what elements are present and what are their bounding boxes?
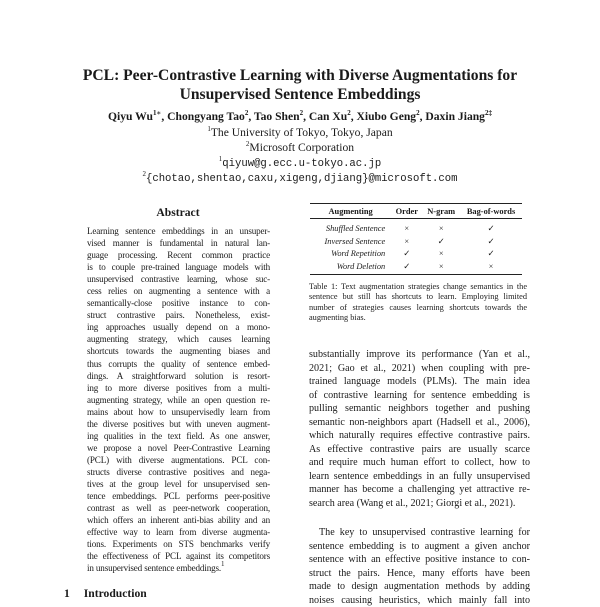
footnote-mark: 1 xyxy=(221,560,225,569)
body-line: made to design augmentation methods by adding xyxy=(309,581,530,593)
abstract-line: effective way to learn from diverse augmenta- xyxy=(87,527,270,538)
abstract-line: contrast as well as peer-network cooperation, xyxy=(87,503,270,514)
table-cell: × xyxy=(438,249,444,259)
table-cell: ✓ xyxy=(487,249,495,259)
body-line: sentence with an effective positive instance to con- xyxy=(309,554,530,566)
table-cell-strategy: Word Repetition xyxy=(331,249,386,259)
abstract-line: Learning sentence embeddings in an unsuper- xyxy=(87,226,270,236)
table-header-cell: Bag-of-words xyxy=(460,204,522,219)
section-number: 1 xyxy=(64,587,70,600)
table-cell-strategy: Word Deletion xyxy=(310,261,391,274)
author: Chongyang Tao$^2$ xyxy=(167,109,249,123)
author: Qiyu $Wu^{1∗}$ xyxy=(108,109,162,123)
section-heading-introduction xyxy=(64,587,147,600)
body-paragraph-2 xyxy=(309,526,530,607)
body-line: As effective contrastive pairs are usually scarce xyxy=(309,443,530,455)
table-cell-strategy: Shuffled Sentence xyxy=(325,223,386,233)
abstract-line: in unsupervised sentence embeddings.$^1$ xyxy=(87,560,225,574)
author: Can Xu$^2$ xyxy=(308,109,351,123)
body-line: The key to unsupervised contrastive learning for xyxy=(319,527,530,538)
body-paragraph-1 xyxy=(309,348,530,511)
table-row xyxy=(310,248,522,261)
table-cell: × xyxy=(404,236,410,246)
table-header-cell: Augmenting xyxy=(310,204,391,219)
table-cell: ✓ xyxy=(487,236,495,246)
table-cell: ✓ xyxy=(487,223,495,233)
table-row xyxy=(310,235,522,248)
abstract-line: structs diverse contrastive positives and nega- xyxy=(87,466,270,477)
body-line: pulling semantic neighbors together and pushing xyxy=(309,403,530,415)
abstract-line: shortcuts towards the augmenting biases and xyxy=(87,346,270,357)
affiliation-2: $^2$Microsoft Corporation xyxy=(245,140,355,154)
affiliation-1: $^1$The University of Tokyo, Tokyo, Japan xyxy=(207,125,393,139)
abstract-line: augmenting strategy, while an open question re- xyxy=(87,394,270,405)
body-line: struct the pairs. Hence, many efforts have been xyxy=(309,567,530,579)
table-row xyxy=(310,261,522,274)
title-line-1: PCL: Peer-Contrastive Learning with Diverse Augmentations for xyxy=(82,67,518,84)
abstract-line: augmenting strategy, which causes learning xyxy=(87,334,270,345)
abstract-line: cess relies on augmenting a sentence with a xyxy=(87,286,270,297)
abstract-line: tions. Experiments on STS benchmarks verify xyxy=(87,539,270,550)
table-cell: ✓ xyxy=(403,249,411,259)
body-line: learn sentence embeddings in an fully unsupervised xyxy=(309,470,530,482)
body-line: trained language models (PLMs). The main idea xyxy=(309,376,530,388)
abstract-line: semantically-close positive instance to con- xyxy=(87,298,270,309)
author-list: Qiyu $Wu^{1∗}$, Chongyang Tao$^2$, Tao Shen$^2$, Can Xu$^2$, Xiubo Geng$^2$, Daxin Jiang$^{2\ddagger}$ xyxy=(108,109,492,123)
table-cell: ✓ xyxy=(391,261,422,274)
table-cell: × xyxy=(422,261,460,274)
abstract-heading: Abstract xyxy=(156,206,200,219)
abstract-line: the diverse positives but with uneven augment- xyxy=(87,418,270,429)
table-header-cell: N-gram xyxy=(422,204,460,219)
table-row xyxy=(310,223,522,236)
title-line-2: Unsupervised Sentence Embeddings xyxy=(179,86,421,103)
table-header-cell: Order xyxy=(391,204,422,219)
abstract-line: tence embeddings. PCL performs peer-positive xyxy=(87,491,270,502)
paper-title xyxy=(0,66,600,104)
table-caption: Table 1: Text augmentation strategies change semantics in the sentence but still has shortcuts to learn. Employing limited number of strategies causes learning shortcuts towards the augmenting bias. xyxy=(309,282,527,323)
abstract-body xyxy=(87,225,270,574)
abstract-line: is to couple pre-trained language models with xyxy=(87,262,270,273)
body-line: which naturally requires effective contrastive pairs. xyxy=(309,430,530,442)
section-title: Introduction xyxy=(83,587,147,600)
body-line: substantially improve its performance (Yan et al., xyxy=(309,349,530,360)
email-1: $^1$qiyuw@g.ecc.u-tokyo.ac.jp xyxy=(218,155,382,170)
abstract-line: dings. A straightforward solution is resort- xyxy=(87,370,270,381)
body-line: search area (Wang et al., 2021; Giorgi et al., 2021). xyxy=(309,498,516,510)
table-cell: × xyxy=(404,223,410,233)
abstract-line: struct contrastive pairs. Nonetheless, exist- xyxy=(87,310,270,321)
abstract-line: ing approaches usually depend on a mono- xyxy=(87,322,270,333)
abstract-line: guage processing. Recent common practice xyxy=(87,250,270,261)
body-line: 2021; Gao et al., 2021) when coupling with pre- xyxy=(309,362,530,374)
abstract-line: which offers an inherent anti-bias ability and an xyxy=(87,515,270,526)
abstract-line: ing qualities in the text field. As one answer, xyxy=(87,430,270,441)
body-line: sentence embedding is to augment a given anchor xyxy=(309,540,530,552)
augmentation-table xyxy=(310,203,522,275)
table-cell: ✓ xyxy=(437,236,445,246)
table-cell: × xyxy=(460,261,522,274)
abstract-line: unsupervised contrastive learning, whose suc- xyxy=(87,274,270,285)
body-line: semantic non-neighbors apart (Hadsell et al., 2006), xyxy=(309,416,530,428)
table-cell: × xyxy=(438,223,444,233)
author: Daxin Jiang$^{2\ddagger}$ xyxy=(425,109,492,123)
abstract-line: vised manner is fundamental in natural lan- xyxy=(87,238,270,249)
table-cell-strategy: Inversed Sentence xyxy=(324,236,386,246)
table-header-row xyxy=(310,204,522,219)
body-line: and require much human effort to collect, how to xyxy=(309,457,530,469)
author: Tao Shen$^2$ xyxy=(253,109,304,123)
author: Xiubo Geng$^2$ xyxy=(356,109,420,123)
abstract-line: ing to more diverse positives from a multi- xyxy=(87,382,270,393)
abstract-line: the effectiveness of PCL against its competitors xyxy=(87,551,270,562)
abstract-line: we propose a novel Peer-Contrastive Learning xyxy=(87,442,270,453)
body-line: manner has become a challenging yet attractive re- xyxy=(309,484,530,496)
body-line: of contrastive learning for sentence embedding is xyxy=(309,389,530,401)
abstract-line: (PCL) with diverse augmentations. PCL con- xyxy=(87,454,270,465)
abstract-line: thus corrupts the quality of sentence embed- xyxy=(87,358,270,369)
email-2: $^2${chotao,shentao,caxu,xigeng,djiang}@microsoft.com xyxy=(142,170,458,185)
abstract-line: tives at the group level for unsupervised sen- xyxy=(87,478,270,489)
abstract-line: mains about how to unsupervisedly learn from xyxy=(87,406,270,417)
body-line: noises causing heuristics, which mainly fall into xyxy=(309,594,530,606)
